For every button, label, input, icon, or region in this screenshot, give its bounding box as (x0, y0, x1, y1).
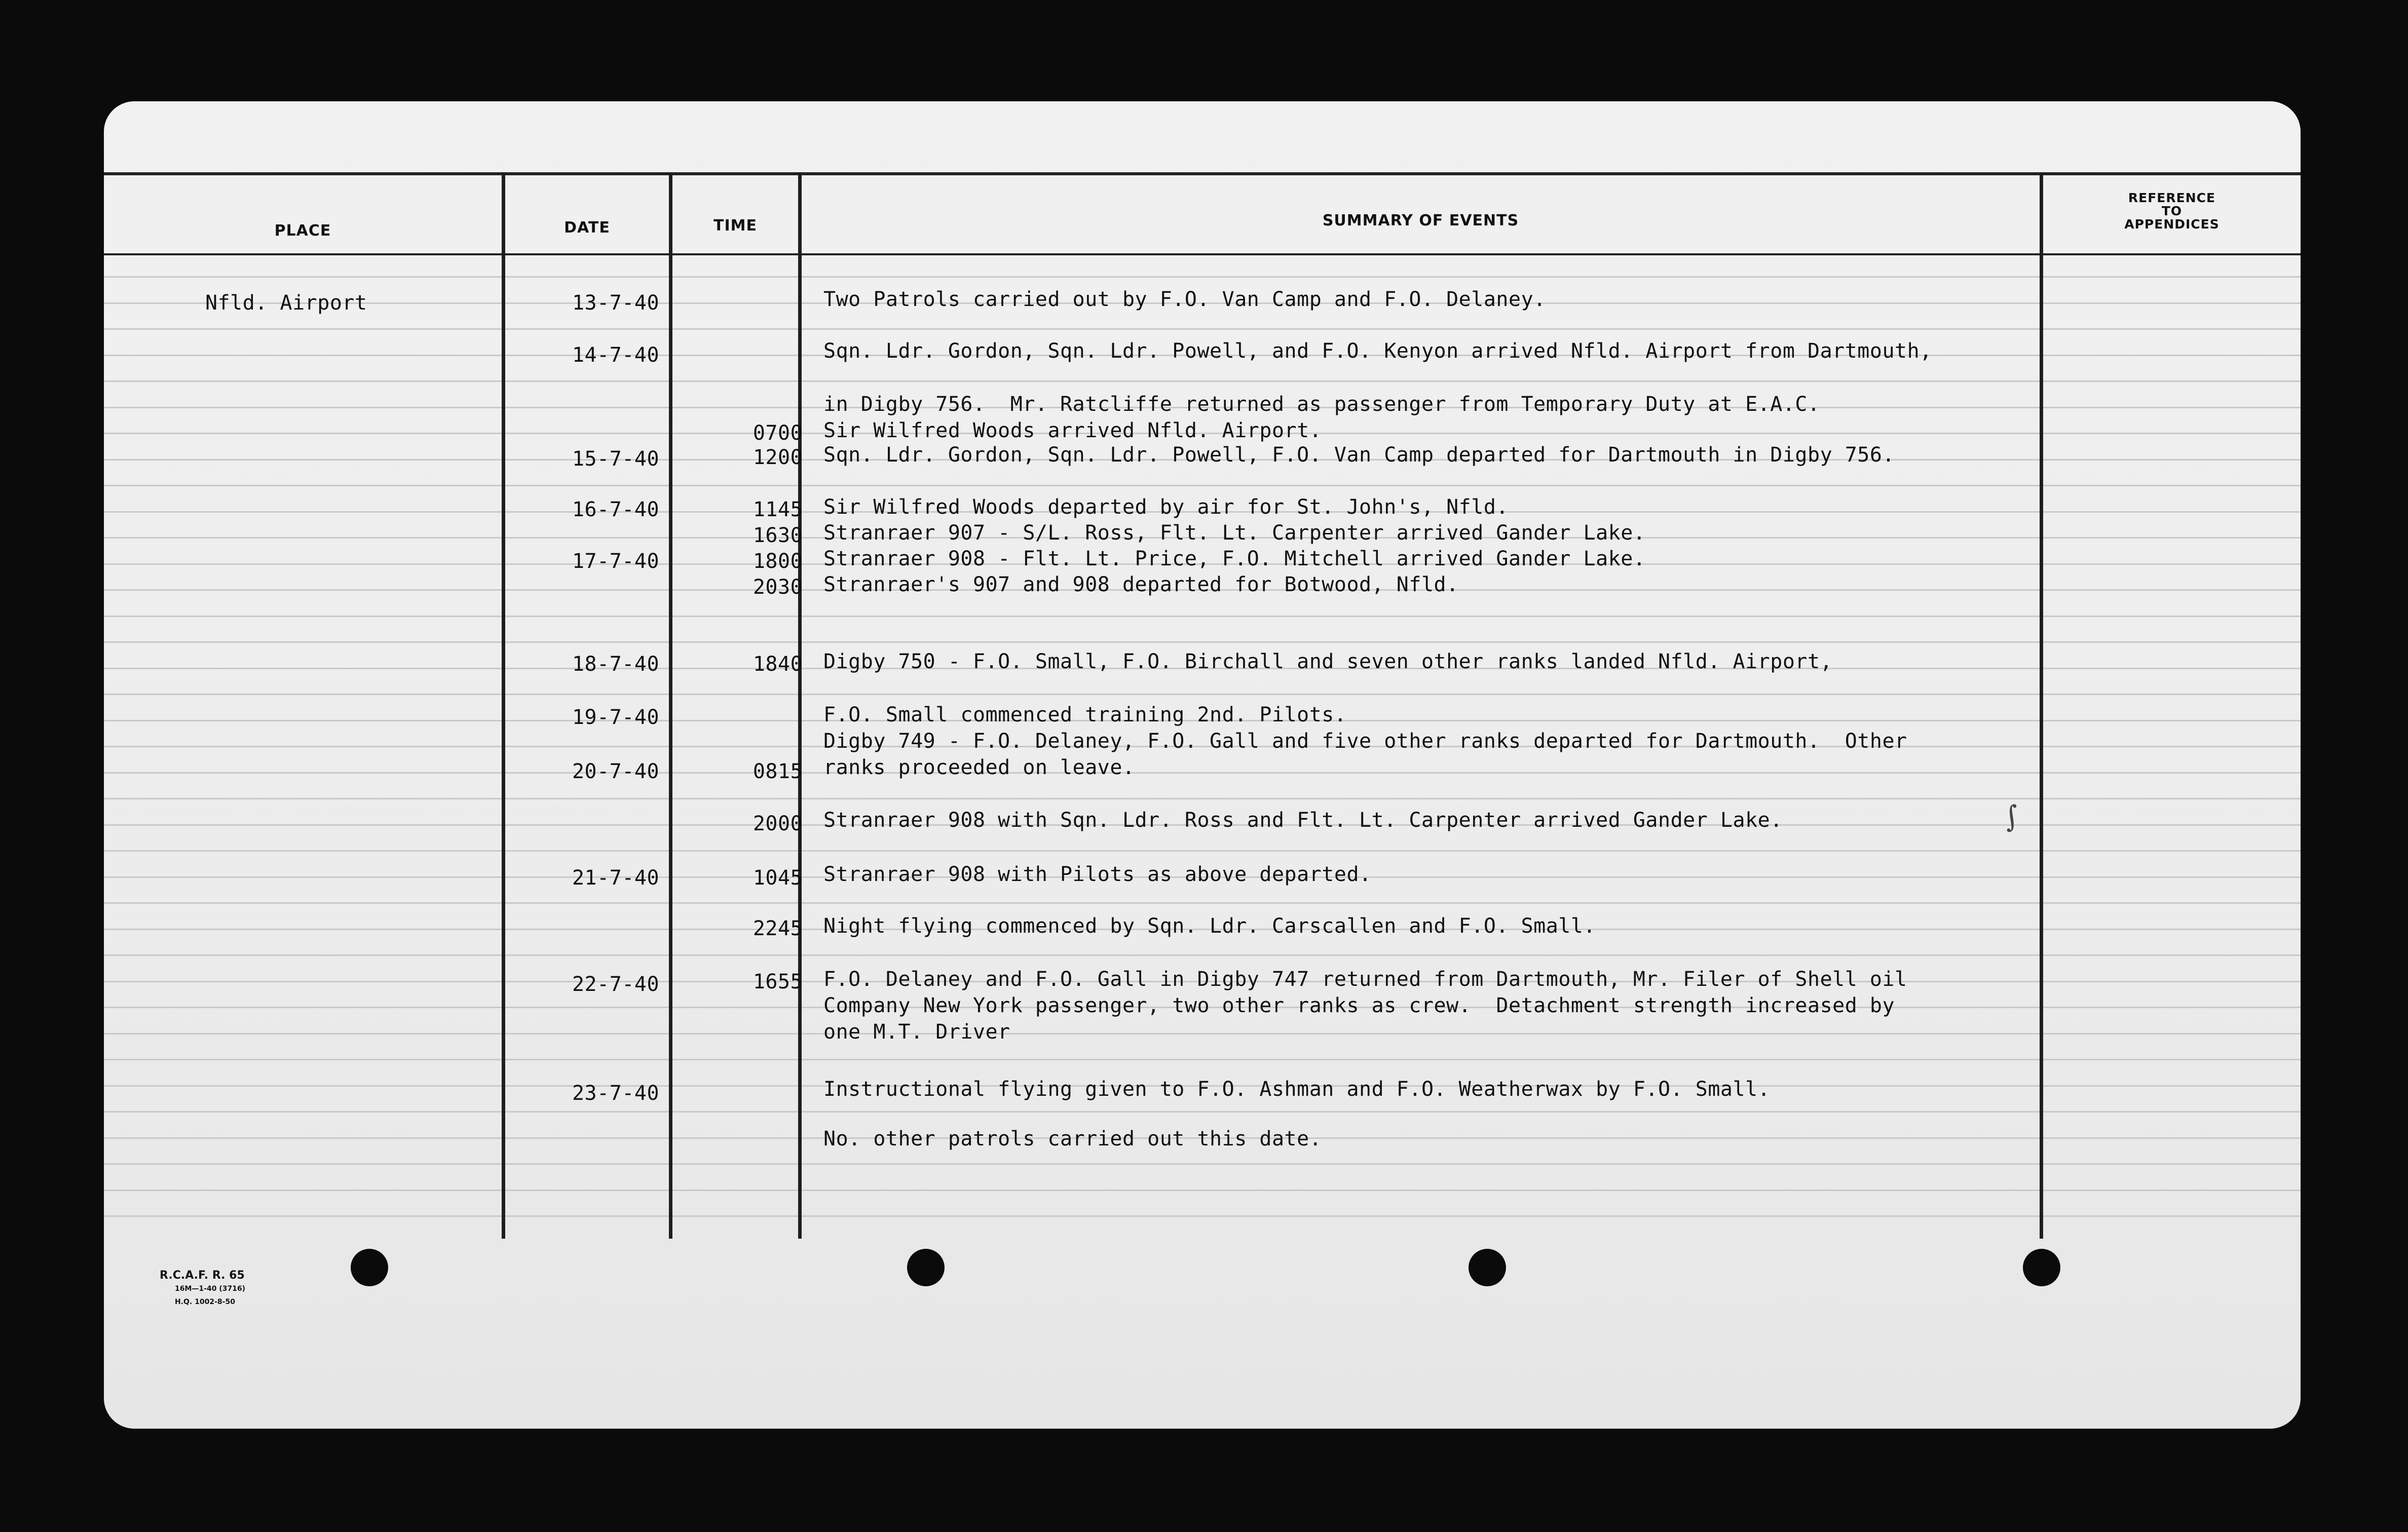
ruled-line (104, 798, 2301, 799)
ruled-line (104, 902, 2301, 904)
time-1840: 1840 (752, 653, 803, 676)
event-line: Digby 750 - F.O. Small, F.O. Birchall and seven other ranks landed Nfld. Airport, (823, 650, 1833, 673)
event-line: Stranraer 908 with Pilots as above departed. (823, 863, 1372, 886)
header-reference-line2: TO (2161, 204, 2183, 218)
time-0700: 0700 (752, 422, 803, 445)
event-line: Night flying commenced by Sqn. Ldr. Carscallen and F.O. Small. (823, 914, 1596, 938)
ruled-line (104, 1163, 2301, 1165)
punch-hole-1 (351, 1249, 388, 1286)
header-reference (2043, 192, 2301, 231)
event-line: Instructional flying given to F.O. Ashman and F.O. Weatherwax by F.O. Small. (823, 1078, 1771, 1101)
event-line: Two Patrols carried out by F.O. Van Camp and F.O. Delaney. (823, 288, 1546, 311)
event-line: in Digby 756. Mr. Ratcliffe returned as passenger from Temporary Duty at E.A.C. (823, 393, 1820, 416)
date-23-7-40: 23-7-40 (572, 1082, 660, 1105)
column-divider-place-date (502, 172, 505, 1239)
event-line: Stranraer 907 - S/L. Ross, Flt. Lt. Carpenter arrived Gander Lake. (823, 521, 1646, 545)
time-2030: 2030 (752, 576, 803, 599)
ruled-line (104, 1059, 2301, 1060)
form-print-code-1: 16M—1-40 (3716) (175, 1285, 246, 1293)
event-line: Stranraer's 907 and 908 departed for Botwood, Nfld. (823, 573, 1459, 596)
ruled-line (104, 954, 2301, 956)
time-1145: 1145 (752, 498, 803, 521)
event-line: Sir Wilfred Woods departed by air for St. John's, Nfld. (823, 495, 1509, 519)
place-value: Nfld. Airport (205, 291, 367, 315)
time-2245: 2245 (752, 917, 803, 940)
ruled-line (104, 1033, 2301, 1035)
form-number: R.C.A.F. R. 65 (160, 1269, 245, 1282)
event-line: Company New York passenger, two other ranks as crew. Detachment strength increased by (823, 994, 1895, 1017)
ruled-line (104, 380, 2301, 382)
date-20-7-40: 20-7-40 (572, 760, 660, 783)
ruled-line (104, 850, 2301, 852)
date-19-7-40: 19-7-40 (572, 706, 660, 729)
ruled-line (104, 1111, 2301, 1113)
ruled-line (104, 694, 2301, 695)
date-18-7-40: 18-7-40 (572, 653, 660, 676)
ruled-line (104, 641, 2301, 643)
time-1630: 1630 (752, 524, 803, 547)
header-summary: SUMMARY OF EVENTS (1322, 212, 1519, 229)
header-top-rule (104, 172, 2301, 175)
header-date: DATE (564, 219, 610, 237)
date-21-7-40: 21-7-40 (572, 866, 660, 890)
ruled-line (104, 276, 2301, 278)
ruled-line (104, 772, 2301, 774)
date-16-7-40: 16-7-40 (572, 498, 660, 521)
event-line: F.O. Delaney and F.O. Gall in Digby 747 returned from Dartmouth, Mr. Filer of Shell oil (823, 968, 1907, 991)
time-1200: 1200 (752, 446, 803, 469)
event-line: Digby 749 - F.O. Delaney, F.O. Gall and five other ranks departed for Dartmouth. Other (823, 730, 1907, 753)
punch-hole-2 (907, 1249, 945, 1286)
ruled-line (104, 616, 2301, 617)
punch-hole-3 (1469, 1249, 1506, 1286)
date-13-7-40: 13-7-40 (572, 291, 660, 315)
event-line: Stranraer 908 - Flt. Lt. Price, F.O. Mitchell arrived Gander Lake. (823, 547, 1646, 570)
event-line: F.O. Small commenced training 2nd. Pilots. (823, 703, 1347, 726)
column-divider-summary-reference (2040, 172, 2043, 1239)
margin-mark-icon: ∫ (2001, 799, 2022, 835)
date-15-7-40: 15-7-40 (572, 447, 660, 471)
header-reference-line3: APPENDICES (2124, 217, 2219, 232)
time-2000: 2000 (752, 812, 803, 835)
time-1800: 1800 (752, 550, 803, 573)
ruled-line (104, 485, 2301, 486)
header-time: TIME (713, 217, 757, 235)
ruled-line (104, 1215, 2301, 1217)
time-0815: 0815 (752, 760, 803, 783)
header-reference-line1: REFERENCE (2128, 190, 2216, 205)
ruled-line (104, 328, 2301, 330)
event-line: Sqn. Ldr. Gordon, Sqn. Ldr. Powell, and F.O. Kenyon arrived Nfld. Airport from Dartmouth, (823, 339, 1932, 363)
event-line: Stranraer 908 with Sqn. Ldr. Ross and Flt. Lt. Carpenter arrived Gander Lake. (823, 809, 1783, 832)
form-footer (160, 1269, 245, 1309)
date-14-7-40: 14-7-40 (572, 343, 660, 367)
date-22-7-40: 22-7-40 (572, 973, 660, 996)
time-1045: 1045 (752, 866, 803, 890)
event-line: Sir Wilfred Woods arrived Nfld. Airport. (823, 419, 1322, 442)
date-17-7-40: 17-7-40 (572, 550, 660, 573)
header-place: PLACE (274, 222, 331, 240)
ruled-line (104, 1190, 2301, 1191)
column-divider-time-summary (798, 172, 802, 1239)
event-line: Sqn. Ldr. Gordon, Sqn. Ldr. Powell, F.O. Van Camp departed for Dartmouth in Digby 756. (823, 443, 1895, 467)
header-bottom-rule (104, 253, 2301, 255)
time-1655: 1655 (752, 970, 803, 993)
punch-hole-4 (2023, 1249, 2060, 1286)
event-line: No. other patrols carried out this date. (823, 1127, 1322, 1151)
event-line: ranks proceeded on leave. (823, 756, 1135, 779)
diary-form-card (104, 101, 2301, 1429)
event-line: one M.T. Driver (823, 1020, 1010, 1044)
form-print-code-2: H.Q. 1002-8-50 (175, 1298, 235, 1306)
